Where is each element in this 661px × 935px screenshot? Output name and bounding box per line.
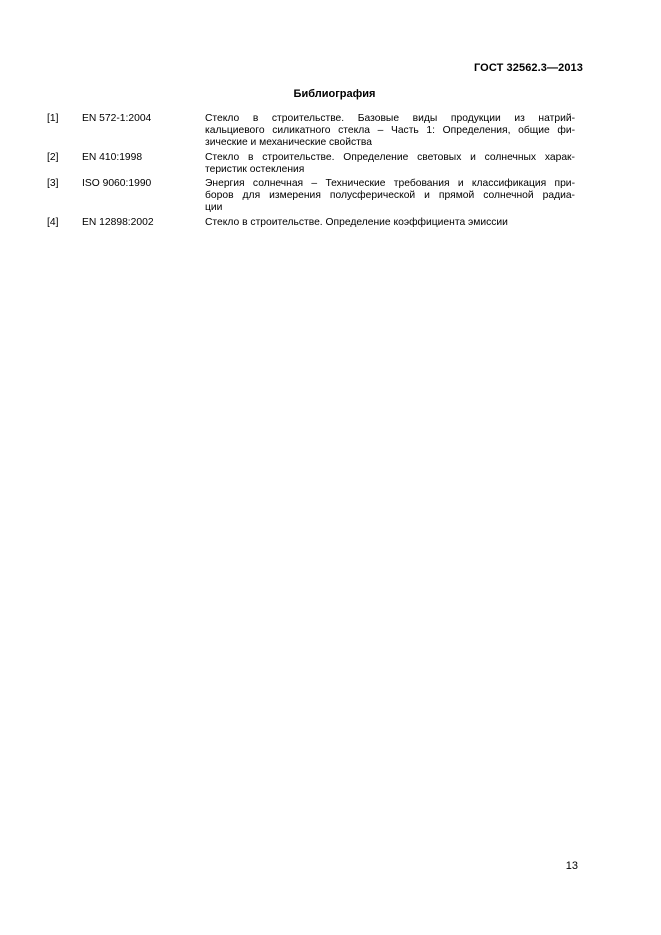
entry-standard-code: EN 12898:2002 [82, 216, 154, 228]
entry-title [205, 113, 575, 150]
entry-standard-code: ISO 9060:1990 [82, 178, 152, 190]
bibliography-entry [47, 113, 575, 150]
entry-title-line: Стекло в строительстве. Базовые виды продукции из натрий- [205, 113, 575, 124]
document-standard-header: ГОСТ 32562.3—2013 [473, 62, 583, 74]
entry-standard-code: EN 572-1:2004 [82, 113, 152, 124]
page-number: 13 [565, 860, 578, 872]
entry-title [205, 178, 575, 215]
entry-title-line: Стекло в строительстве. Определение световых и солнечных харак- [205, 151, 575, 163]
bibliography-list [47, 113, 575, 231]
entry-title-line: зические и механические свойства [205, 137, 372, 149]
entry-number: [3] [47, 178, 59, 190]
entry-title-line: Стекло в строительстве. Определение коэффициента эмиссии [205, 216, 508, 228]
entry-title-line: ции [205, 202, 223, 214]
entry-number: [1] [47, 113, 59, 124]
entry-title [205, 152, 575, 176]
entry-title-line: теристик остекления [205, 163, 305, 175]
entry-number: [4] [47, 216, 59, 228]
bibliography-title: Библиография [293, 88, 376, 100]
entry-title-line: Энергия солнечная – Технические требования и классификация при- [205, 178, 575, 190]
bibliography-entry [47, 217, 575, 229]
entry-title-line: кальциевого силикатного стекла – Часть 1: Определения, общие фи- [205, 125, 575, 137]
entry-title [205, 217, 575, 229]
entry-standard-code: EN 410:1998 [82, 151, 143, 163]
entry-title-line: боров для измерения полусферической и прямой солнечной радиа- [205, 190, 575, 202]
entry-number: [2] [47, 151, 59, 163]
bibliography-entry [47, 152, 575, 176]
bibliography-entry [47, 178, 575, 215]
